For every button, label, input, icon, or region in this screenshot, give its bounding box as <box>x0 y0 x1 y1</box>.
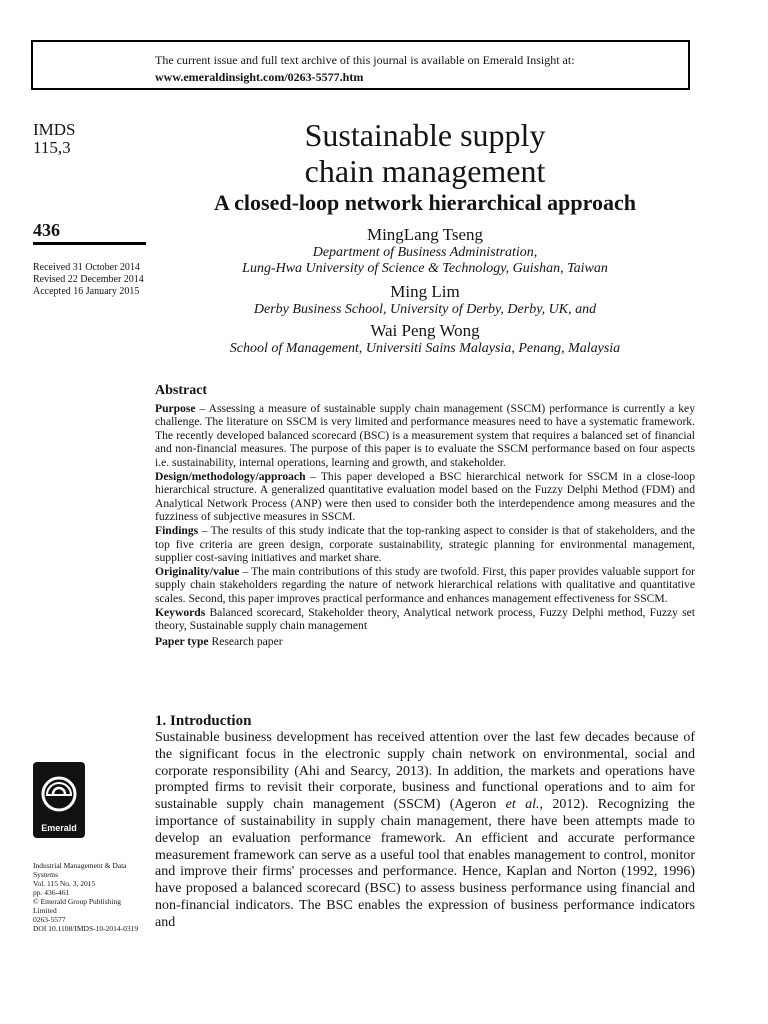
separator: – <box>195 401 209 415</box>
author-block <box>155 321 695 357</box>
author-affiliation: Department of Business Administration, <box>312 245 538 260</box>
page-number: 436 <box>33 220 60 240</box>
journal-abbr: IMDS <box>33 120 76 139</box>
introduction <box>155 713 695 932</box>
abstract-heading: Abstract <box>155 383 208 398</box>
logo-text: Emerald <box>41 823 77 833</box>
section-label: Findings <box>155 523 199 537</box>
separator: – <box>305 469 321 483</box>
paper-title <box>155 117 695 189</box>
abstract <box>155 384 695 648</box>
citation-line: DOI 10.1108/IMDS-10-2014-0319 <box>33 924 139 933</box>
emerald-logo-icon <box>33 768 85 828</box>
author-affiliation: Derby Business School, University of Derby, Derby, UK, and <box>253 302 597 317</box>
citation-line: pp. 436-461 <box>33 888 70 897</box>
citation-block <box>33 861 145 933</box>
section-label: Paper type <box>155 634 209 648</box>
abstract-originality <box>155 565 695 606</box>
section-label: Purpose <box>155 401 196 415</box>
author-name: MingLang Tseng <box>366 225 484 244</box>
intro-etal: et al. <box>505 797 540 813</box>
section-label: Keywords <box>155 605 206 619</box>
intro-text: Sustainable business development has received attention over the last few decades because of the significant focus in the electronic supply chain network on environmental, social and corporate responsibility (Ahi and Searcy, 2013). In addition, the markets and operations have prompted firms to revisit their corporate, business and functional operations and to aim for sustainable supply chain management (SSCM) (Ageron <box>155 730 695 813</box>
accepted-date: Accepted 16 January 2015 <box>33 286 140 297</box>
section-label: Originality/value <box>155 564 240 578</box>
section-text: Balanced scorecard, Stakeholder theory, Analytical network process, Fuzzy Delphi method, Fuzzy set theory, Sustainable supply chain management <box>155 605 696 633</box>
section-text: The results of this study indicate that the top-ranking aspect to consider is that of stakeholders, and the top five criteria are green design, corporate sustainability, strategic planning for environmental management, supplier cost-saving initiatives and market share. <box>155 523 695 565</box>
author-name: Wai Peng Wong <box>370 321 480 340</box>
author-affiliation: School of Management, Universiti Sains Malaysia, Penang, Malaysia <box>229 341 621 356</box>
paper-subtitle: A closed-loop network hierarchical approach <box>213 190 637 215</box>
title-line: chain management <box>304 153 546 189</box>
volume-issue: 115,3 <box>33 138 71 157</box>
author-block <box>155 282 695 318</box>
author-name: Ming Lim <box>390 282 460 301</box>
section-heading: 1. Introduction <box>155 713 252 729</box>
intro-paragraph <box>155 730 695 932</box>
abstract-paper-type <box>155 635 695 649</box>
citation-line: Industrial Management & Data <box>33 861 127 870</box>
revised-date: Revised 22 December 2014 <box>33 274 144 285</box>
received-date: Received 31 October 2014 <box>33 262 140 273</box>
banner-url[interactable]: www.emeraldinsight.com/0263-5577.htm <box>155 70 364 84</box>
separator: – <box>198 523 211 537</box>
section-text: Assessing a measure of sustainable supply chain management (SSCM) performance is currently a key challenge. The literature on SSCM is very limited and performance measures need to have a systematic framework. The recently developed balanced scorecard (BSC) is a measurement system that requires a balanced set of financial and non-financial measures. The purpose of this paper is to evaluate the SSCM performance based on four aspects i.e. sustainability, internal operations, learning and growth, and stakeholder. <box>155 401 695 469</box>
access-banner <box>31 40 690 90</box>
banner-text: The current issue and full text archive of this journal is available on Emerald Insight at: <box>155 53 575 67</box>
intro-text: , 2012). Recognizing the importance of sustainability in supply chain management, there have been attempts made to develop an evaluation performance framework. An efficient and accurate performance measurement framework can serve as a useful tool that enables management to control, monitor and improve their firms' processes and performance. Hence, Kaplan and Norton (1992, 1996) have proposed a balanced scorecard (BSC) to assess business performance using financial and non-financial indicators. The BSC enables the expression of business performance indicators and <box>155 797 695 930</box>
section-text: Research paper <box>211 634 283 648</box>
abstract-findings <box>155 524 695 565</box>
citation-line: Systems <box>33 870 59 879</box>
journal-volume <box>33 121 76 157</box>
submission-dates <box>33 262 144 298</box>
abstract-purpose <box>155 402 695 470</box>
author-affiliation: Lung-Hwa University of Science & Technology, Guishan, Taiwan <box>242 261 608 276</box>
separator: – <box>239 564 252 578</box>
citation-line: Vol. 115 No. 3, 2015 <box>33 879 96 888</box>
divider <box>33 242 146 245</box>
section-label: Design/methodology/approach <box>155 469 306 483</box>
section-text: This paper developed a BSC hierarchical network for SSCM in a close-loop hierarchical structure. A generalized quantitative evaluation model based on the Fuzzy Delphi Method (FDM) and Analytical Network Process (ANP) were then used to consider both the interdependence among measures and the fuzziness of subjective measures in SSCM. <box>155 469 695 524</box>
abstract-keywords <box>155 606 695 633</box>
title-line: Sustainable supply <box>304 117 546 153</box>
citation-line: © Emerald Group Publishing Limited <box>33 897 121 915</box>
emerald-logo <box>33 762 85 838</box>
section-text: The main contributions of this study are twofold. First, this paper provides valuable support for supply chain stakeholders regarding the nature of network hierarchical relations with qualitative and quantitative scales. Second, this paper improves practical performance and enhances management effectiveness for SSCM. <box>155 564 696 605</box>
author-block <box>155 225 695 277</box>
citation-line: 0263-5577 <box>33 915 66 924</box>
abstract-design <box>155 470 695 524</box>
